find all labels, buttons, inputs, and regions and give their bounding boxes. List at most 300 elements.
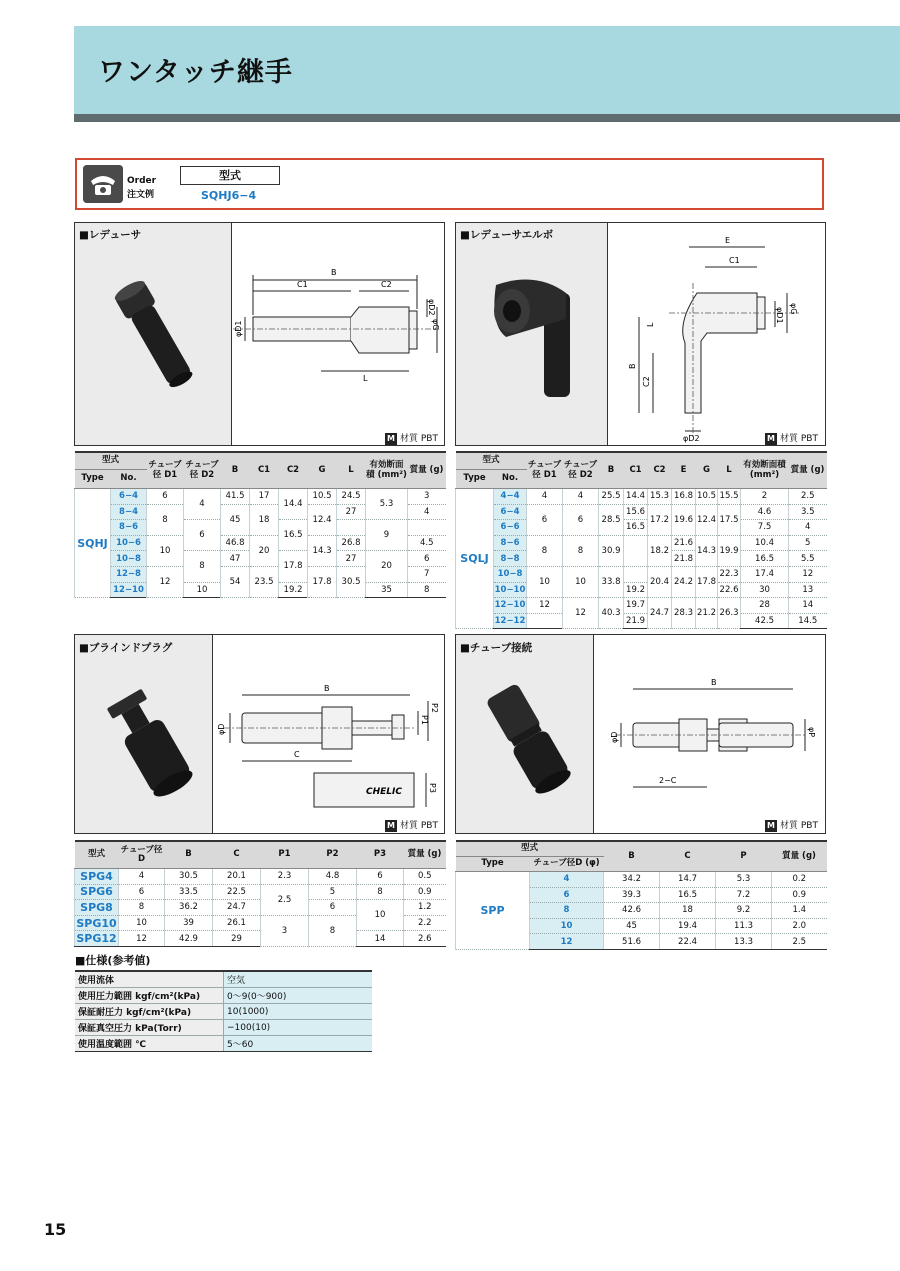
table-cell: 26.8 (337, 535, 366, 551)
table-cell: 42.9 (165, 931, 213, 947)
table-cell: 17.8 (279, 551, 308, 582)
table-cell: 30.5 (165, 869, 213, 885)
table-cell: 19.2 (279, 582, 308, 598)
col-header: 質量 (g) (789, 452, 827, 489)
order-header: 型式 (180, 166, 280, 185)
model-no: 8−6 (111, 520, 147, 536)
plug-dim-p2: P2 (430, 703, 439, 713)
table-cell: 10 (527, 566, 563, 597)
table-cell: 7 (408, 566, 446, 582)
col-header: Type (75, 470, 111, 489)
tube-size: 12 (530, 934, 604, 950)
table-cell: 9.2 (716, 903, 772, 919)
model-no: 12−12 (494, 613, 527, 629)
table-cell: 8 (309, 915, 357, 946)
table-cell: 15.5 (718, 489, 741, 505)
table-cell (408, 520, 446, 536)
table-cell: 18 (250, 504, 279, 535)
table-cell: 16.5 (660, 887, 716, 903)
table-row (75, 489, 446, 505)
table-row (456, 504, 827, 520)
model-no: 8−8 (494, 551, 527, 567)
table-cell: 19.2 (624, 582, 648, 598)
table-cell: 29 (213, 931, 261, 947)
table-cell: 24.2 (672, 566, 696, 597)
table-cell: 18 (660, 903, 716, 919)
table-cell: 18.2 (648, 535, 672, 566)
reducer-dim-c1: C1 (297, 280, 308, 289)
col-header: B (604, 841, 660, 872)
table-cell: 20.4 (648, 566, 672, 597)
col-header: P3 (357, 841, 404, 869)
reducer-photo (75, 223, 232, 445)
table-cell: 28.3 (672, 598, 696, 629)
table-cell: 2.5 (772, 934, 827, 950)
col-header: 型式 (456, 452, 527, 470)
table-cell: 14.7 (660, 872, 716, 888)
model-no: 6−4 (494, 504, 527, 520)
table-row (75, 884, 446, 900)
table-cell: 17.8 (696, 566, 718, 597)
col-header: G (308, 452, 337, 489)
table-cell: 2.5 (789, 489, 827, 505)
table-cell: 28 (741, 598, 789, 614)
table-cell: 40.3 (599, 598, 624, 629)
table-cell: 54 (221, 566, 250, 597)
col-header: 有効断面積 (mm²) (366, 452, 408, 489)
table-cell: 5.5 (789, 551, 827, 567)
table-cell (337, 520, 366, 536)
table-cell: 0.2 (772, 872, 827, 888)
table-cell: 1.4 (772, 903, 827, 919)
table-row (456, 535, 827, 551)
col-header: 型式 (75, 452, 147, 470)
plug-material: M 材質 PBT (385, 818, 438, 832)
table-cell: 12 (527, 598, 563, 614)
table-cell: 45 (221, 504, 250, 535)
table-cell: 15.6 (624, 504, 648, 520)
table-cell (624, 566, 648, 582)
reducer-title: ■レデューサ (79, 229, 142, 241)
col-header: 質量 (g) (772, 841, 827, 872)
table-cell: 12 (563, 598, 599, 629)
table-cell: 10 (119, 915, 165, 931)
col-header: C1 (624, 452, 648, 489)
plug-dim-p3: P3 (428, 783, 437, 793)
table-cell: 12 (789, 566, 827, 582)
table-cell: 6 (309, 900, 357, 916)
model-no: 8−6 (494, 535, 527, 551)
model-no: 10−10 (494, 582, 527, 598)
order-label-en: Order (127, 176, 157, 186)
material-icon: M (765, 433, 777, 445)
model-no: 10−8 (111, 551, 147, 567)
header-shadow (74, 114, 900, 122)
model-no: 12−8 (111, 566, 147, 582)
tube-size: 6 (530, 887, 604, 903)
reducer-material: M 材質 PBT (385, 431, 438, 445)
table-cell: 26.1 (213, 915, 261, 931)
model-no: 6−4 (111, 489, 147, 505)
model-no: 10−8 (494, 566, 527, 582)
table-cell: 5 (309, 884, 357, 900)
spec-value: −100(10) (224, 1020, 373, 1036)
elbow-dim-e: E (725, 236, 731, 245)
table-cell: 10 (357, 900, 404, 931)
table-cell: 8 (527, 535, 563, 566)
table-cell: 4 (527, 489, 563, 505)
table-cell: 6 (184, 520, 221, 551)
table-cell: 45 (604, 918, 660, 934)
table-row (456, 489, 827, 505)
reducer-dim-c2: C2 (381, 280, 392, 289)
table-cell: 7.5 (741, 520, 789, 536)
tube-size: 4 (530, 872, 604, 888)
table-cell: 3.5 (789, 504, 827, 520)
table-cell: 4.8 (309, 869, 357, 885)
plug-drawing (214, 635, 444, 833)
table-cell: 10.5 (308, 489, 337, 505)
col-header: チューブ径 D1 (527, 452, 563, 489)
spec-row (75, 1036, 372, 1052)
table-cell: 9 (366, 520, 408, 551)
col-header: Type (456, 857, 530, 872)
table-cell: 20 (366, 551, 408, 582)
col-header: チューブ径D (φ) (530, 857, 604, 872)
col-header: C (660, 841, 716, 872)
table-cell: 8 (357, 884, 404, 900)
table-cell: 17.5 (718, 504, 741, 535)
table-cell (624, 535, 648, 566)
table-cell: 22.6 (718, 582, 741, 598)
table-cell: 24.7 (213, 900, 261, 916)
table-cell: 19.4 (660, 918, 716, 934)
tube-drawing (595, 635, 825, 833)
table-cell: 6 (357, 869, 404, 885)
elbow-photo (456, 223, 608, 445)
model-no: 8−4 (111, 504, 147, 520)
table-cell: 16.5 (624, 520, 648, 536)
plug-brand: CHELIC (366, 787, 402, 797)
table-cell: 10.5 (696, 489, 718, 505)
table-cell: 6 (119, 884, 165, 900)
elbow-material: M 材質 PBT (765, 431, 818, 445)
table-cell: 36.2 (165, 900, 213, 916)
table-cell: 30.5 (337, 566, 366, 597)
reducer-table (74, 451, 446, 598)
spec-value: 10(1000) (224, 1004, 373, 1020)
table-cell (527, 613, 563, 629)
table-cell: 10 (184, 582, 221, 598)
table-cell: 34.2 (604, 872, 660, 888)
table-cell: 8 (408, 582, 446, 598)
tube-material: M 材質 PBT (765, 818, 818, 832)
table-cell: 13 (789, 582, 827, 598)
table-cell: 4 (789, 520, 827, 536)
col-header: C2 (279, 452, 308, 489)
table-cell: 13.3 (716, 934, 772, 950)
spec-key: 保証真空圧力 kPa(Torr) (75, 1020, 224, 1036)
table-cell: 25.5 (599, 489, 624, 505)
table-cell: 19.7 (624, 598, 648, 614)
table-cell: 1.2 (404, 900, 446, 916)
table-cell: 30 (741, 582, 789, 598)
table-cell: 0.5 (404, 869, 446, 885)
table-cell: 26.3 (718, 598, 741, 629)
model-no: 4−4 (494, 489, 527, 505)
plug-dim-d: φD (217, 723, 226, 735)
table-cell: 23.5 (250, 566, 279, 597)
table-cell: 16.5 (279, 520, 308, 551)
table-cell: 33.5 (165, 884, 213, 900)
table-cell: 5 (789, 535, 827, 551)
table-row (456, 582, 827, 598)
elbow-dim-l: L (646, 322, 655, 327)
table-cell: 27 (337, 551, 366, 567)
table-row (75, 931, 446, 947)
table-cell: 5.3 (716, 872, 772, 888)
table-cell: 14.4 (624, 489, 648, 505)
table-cell: 30.9 (599, 535, 624, 566)
tube-dim-p: φP (807, 727, 816, 738)
col-header: P2 (309, 841, 357, 869)
col-header: C2 (648, 452, 672, 489)
table-row (456, 566, 827, 582)
table-cell: 22.4 (660, 934, 716, 950)
col-header: チューブ径 D2 (563, 452, 599, 489)
tube-size: 10 (530, 918, 604, 934)
col-header: B (221, 452, 250, 489)
table-cell: 22.5 (213, 884, 261, 900)
reducer-dim-l: L (363, 374, 368, 383)
table-cell: 8 (147, 504, 184, 535)
model-no: 10−6 (111, 535, 147, 551)
model-no: SPG10 (76, 916, 117, 930)
table-cell: 3 (408, 489, 446, 505)
elbow-dim-g: φG (789, 303, 798, 315)
spec-row (75, 971, 372, 988)
table-cell: 33.8 (599, 566, 624, 597)
table-cell: 14.4 (279, 489, 308, 520)
table-cell: 14 (357, 931, 404, 947)
table-cell: 42.6 (604, 903, 660, 919)
table-cell: 0.9 (404, 884, 446, 900)
tube-table (455, 840, 827, 950)
table-cell: 39 (165, 915, 213, 931)
table-cell: 14 (789, 598, 827, 614)
spec-value: 空気 (224, 971, 373, 988)
col-header: L (337, 452, 366, 489)
table-cell: 3 (261, 915, 309, 946)
table-cell: 19.6 (672, 504, 696, 535)
table-cell: 6 (527, 504, 563, 535)
table-cell: 11.3 (716, 918, 772, 934)
reducer-dim-b: B (331, 268, 337, 277)
tube-photo (456, 635, 594, 833)
table-cell: 4.5 (408, 535, 446, 551)
elbow-dim-d1: φD1 (775, 307, 784, 324)
table-cell: 8 (563, 535, 599, 566)
specs-table (75, 970, 372, 1052)
plug-photo (75, 635, 213, 833)
table-cell: 8 (119, 900, 165, 916)
table-cell: 14.3 (696, 535, 718, 566)
plug-title: ■ブラインドプラグ (79, 642, 173, 654)
model-no: 6−6 (494, 520, 527, 536)
spec-value: 0〜9(0〜900) (224, 988, 373, 1004)
col-header: C1 (250, 452, 279, 489)
col-header: 有効断面積 (mm²) (741, 452, 789, 489)
col-header: L (718, 452, 741, 489)
type-cell: SQLJ (456, 489, 494, 629)
table-row (456, 520, 827, 536)
elbow-drawing (609, 223, 825, 445)
col-header: C (213, 841, 261, 869)
table-cell: 4.6 (741, 504, 789, 520)
col-header: E (672, 452, 696, 489)
table-cell: 17 (250, 489, 279, 505)
table-cell: 6 (147, 489, 184, 505)
reducer-drawing (233, 223, 444, 445)
model-no: SPG12 (76, 932, 117, 946)
plug-dim-b: B (324, 684, 330, 693)
table-cell: 6 (563, 504, 599, 535)
table-row (75, 869, 446, 885)
model-no: 12−10 (494, 598, 527, 614)
table-cell: 8 (184, 551, 221, 582)
table-cell: 2.0 (772, 918, 827, 934)
table-cell: 17.4 (741, 566, 789, 582)
type-cell: SQHJ (75, 489, 111, 598)
table-cell: 19.9 (718, 535, 741, 566)
table-cell: 16.5 (741, 551, 789, 567)
col-header: 質量 (g) (408, 452, 446, 489)
specs-title: ■仕様(参考値) (75, 954, 151, 967)
model-no: SPG4 (75, 869, 119, 885)
reducer-dim-d2: φD2 (427, 299, 436, 316)
table-cell: 24.7 (648, 598, 672, 629)
col-header: 型式 (456, 841, 604, 857)
col-header: No. (494, 470, 527, 489)
table-row (456, 872, 827, 888)
table-cell: 7.2 (716, 887, 772, 903)
order-example: SQHJ6−4 (201, 189, 257, 202)
table-cell: 12.4 (308, 504, 337, 535)
table-cell: 14.3 (308, 535, 337, 566)
tube-dim-d: φD (610, 731, 619, 743)
table-cell: 21.6 (672, 535, 696, 551)
col-header: チューブ径 D (119, 841, 165, 869)
table-cell: 15.3 (648, 489, 672, 505)
table-cell: 12.4 (696, 504, 718, 535)
table-cell: 17.2 (648, 504, 672, 535)
col-header: Type (456, 470, 494, 489)
table-cell: 41.5 (221, 489, 250, 505)
spec-row (75, 1004, 372, 1020)
table-cell: 17.8 (308, 566, 337, 597)
table-cell: 2.5 (261, 884, 309, 915)
table-cell: 20.1 (213, 869, 261, 885)
spec-key: 使用流体 (75, 971, 224, 988)
plug-table (74, 840, 446, 947)
page-title: ワンタッチ継手 (98, 57, 293, 88)
col-header: G (696, 452, 718, 489)
order-label-jp: 注文例 (127, 190, 155, 200)
elbow-title: ■レデューサエルボ (460, 229, 554, 241)
table-cell: 42.5 (741, 613, 789, 629)
table-cell: 6 (408, 551, 446, 567)
table-cell: 39.3 (604, 887, 660, 903)
page-number: 15 (44, 1220, 67, 1239)
col-header: B (165, 841, 213, 869)
table-cell: 10 (563, 566, 599, 597)
table-row (456, 598, 827, 614)
spec-key: 使用圧力範囲 kgf/cm²(kPa) (75, 988, 224, 1004)
table-cell: 4 (184, 489, 221, 520)
table-cell: 16.8 (672, 489, 696, 505)
table-cell: 27 (337, 504, 366, 520)
table-cell: 4 (408, 504, 446, 520)
col-header: B (599, 452, 624, 489)
table-cell: 20 (250, 535, 279, 566)
table-cell: 12 (119, 931, 165, 947)
spec-row (75, 1020, 372, 1036)
table-cell: 2.3 (261, 869, 309, 885)
table-cell: 0.9 (772, 887, 827, 903)
spec-key: 保証耐圧力 kgf/cm²(kPa) (75, 1004, 224, 1020)
material-icon: M (385, 820, 397, 832)
model-no: 12−10 (111, 582, 147, 598)
table-cell: 47 (221, 551, 250, 567)
elbow-dim-b: B (628, 363, 637, 369)
table-row (456, 613, 827, 629)
table-cell: 2.6 (404, 931, 446, 947)
table-cell: 4 (119, 869, 165, 885)
table-cell: 4 (563, 489, 599, 505)
table-cell: 14.5 (789, 613, 827, 629)
type-cell: SPP (456, 872, 530, 950)
tube-title: ■チューブ接続 (460, 642, 533, 654)
col-header: P (716, 841, 772, 872)
col-header: No. (111, 470, 147, 489)
table-cell: 46.8 (221, 535, 250, 551)
table-cell: 51.6 (604, 934, 660, 950)
model-no: SPG8 (75, 900, 119, 916)
table-cell: 5.3 (366, 489, 408, 520)
tube-size: 8 (530, 903, 604, 919)
reducer-dim-d1: φD1 (234, 320, 243, 337)
table-cell: 35 (366, 582, 408, 598)
material-icon: M (385, 433, 397, 445)
table-row (75, 900, 446, 916)
table-cell: 28.5 (599, 504, 624, 535)
table-cell: 22.3 (718, 566, 741, 582)
plug-dim-p1: P1 (420, 715, 429, 725)
material-icon: M (765, 820, 777, 832)
table-cell: 2.2 (404, 915, 446, 931)
plug-dim-c: C (294, 750, 300, 759)
table-cell: 21.8 (672, 551, 696, 567)
spec-row (75, 988, 372, 1004)
telephone-icon (83, 165, 123, 203)
spec-value: 5〜60 (224, 1036, 373, 1052)
elbow-table (455, 451, 827, 629)
elbow-dim-d2: φD2 (683, 434, 700, 443)
reducer-dim-g: φG (431, 319, 440, 331)
tube-dim-b: B (711, 678, 717, 687)
elbow-dim-c2: C2 (642, 376, 651, 387)
table-cell: 21.9 (624, 613, 648, 629)
